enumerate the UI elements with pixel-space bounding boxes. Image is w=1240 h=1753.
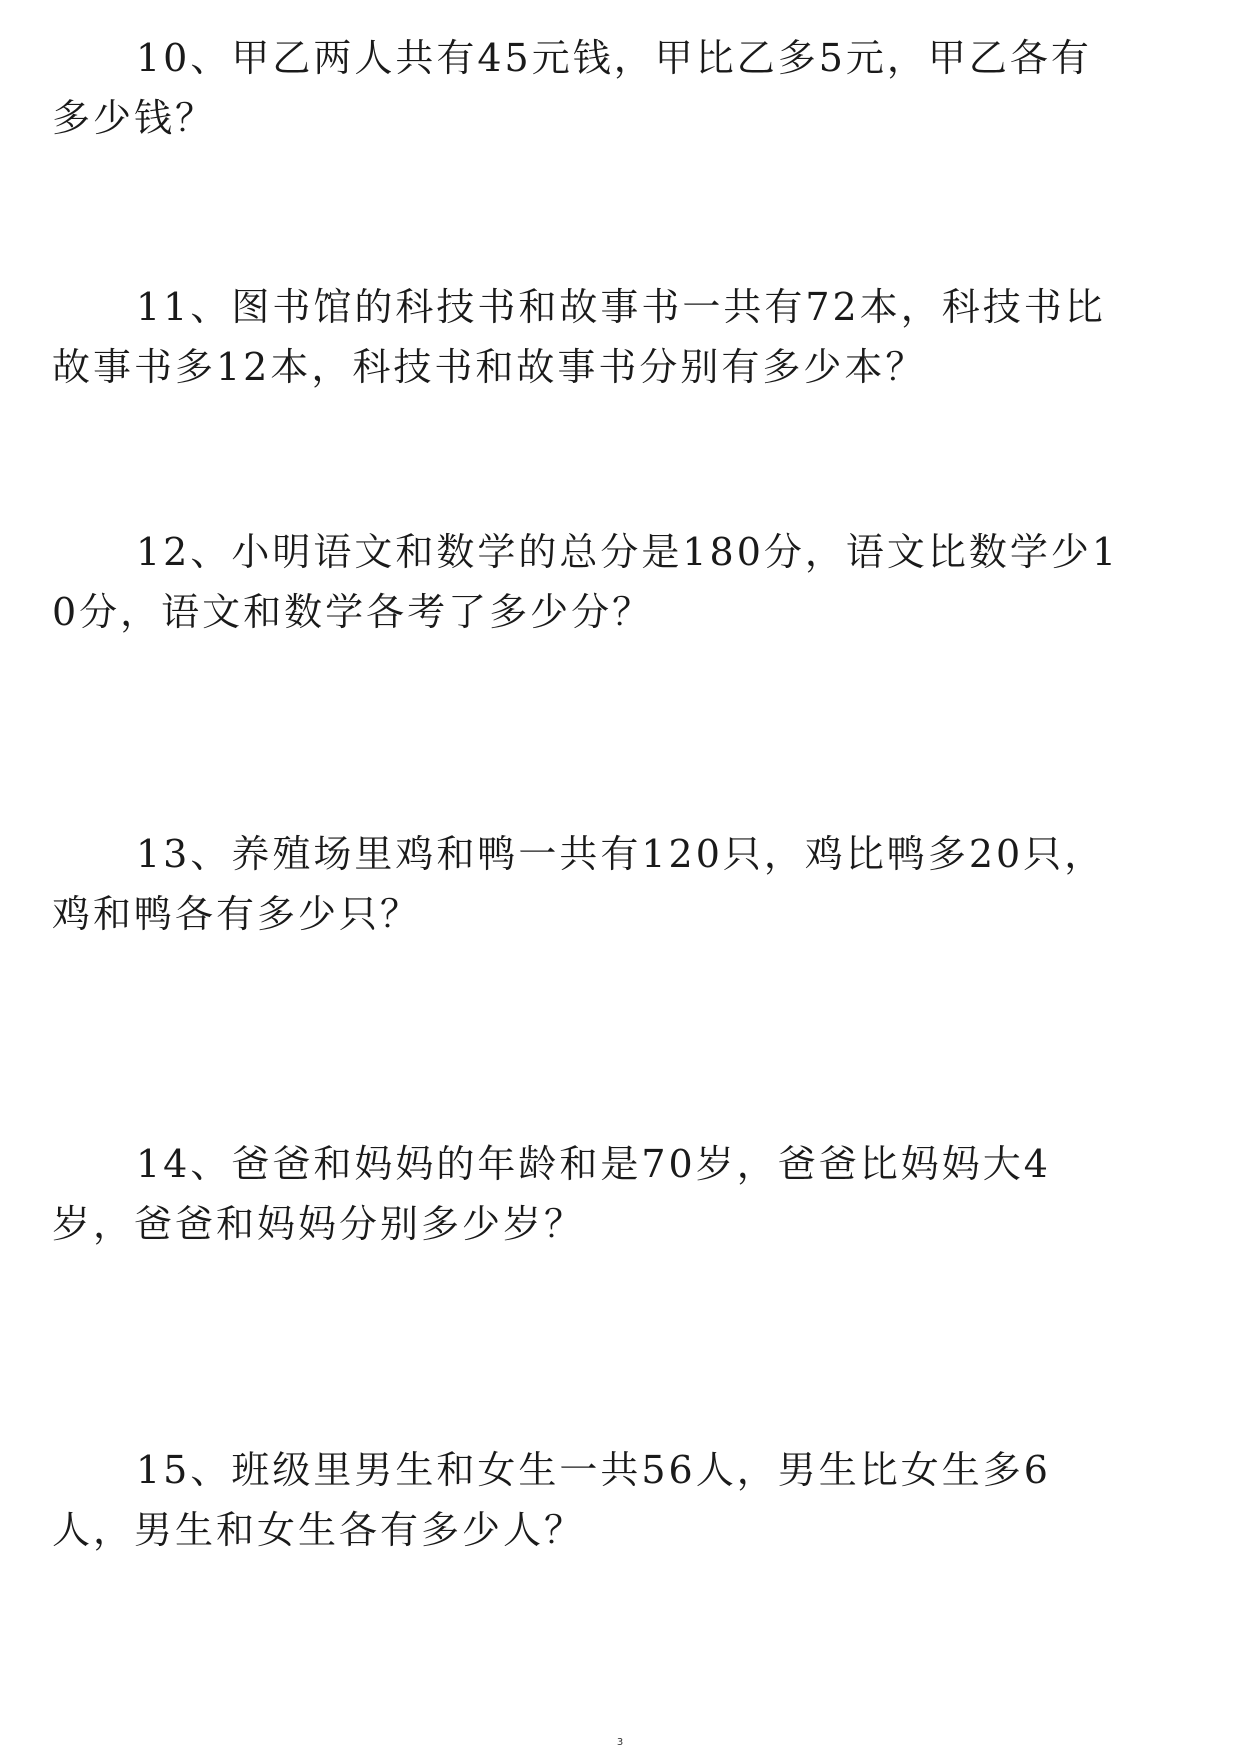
problem-13: 13、养殖场里鸡和鸭一共有120只，鸡比鸭多20只，鸡和鸭各有多少只？ [52,832,1106,936]
problem-10: 10、甲乙两人共有45元钱，甲比乙多5元，甲乙各有多少钱？ [52,36,1092,140]
problem-14: 14、爸爸和妈妈的年龄和是70岁，爸爸比妈妈大4岁，爸爸和妈妈分别多少岁？ [52,1142,1051,1246]
page-number: 3 [616,1737,624,1748]
problem-11: 11、图书馆的科技书和故事书一共有72本，科技书比故事书多12本，科技书和故事书分别有多少本？ [52,285,1106,389]
problem-15: 15、班级里男生和女生一共56人，男生比女生多6人，男生和女生各有多少人？ [52,1448,1051,1552]
problem-12: 12、小明语文和数学的总分是180分，语文比数学少10分，语文和数学各考了多少分？ [52,530,1120,634]
